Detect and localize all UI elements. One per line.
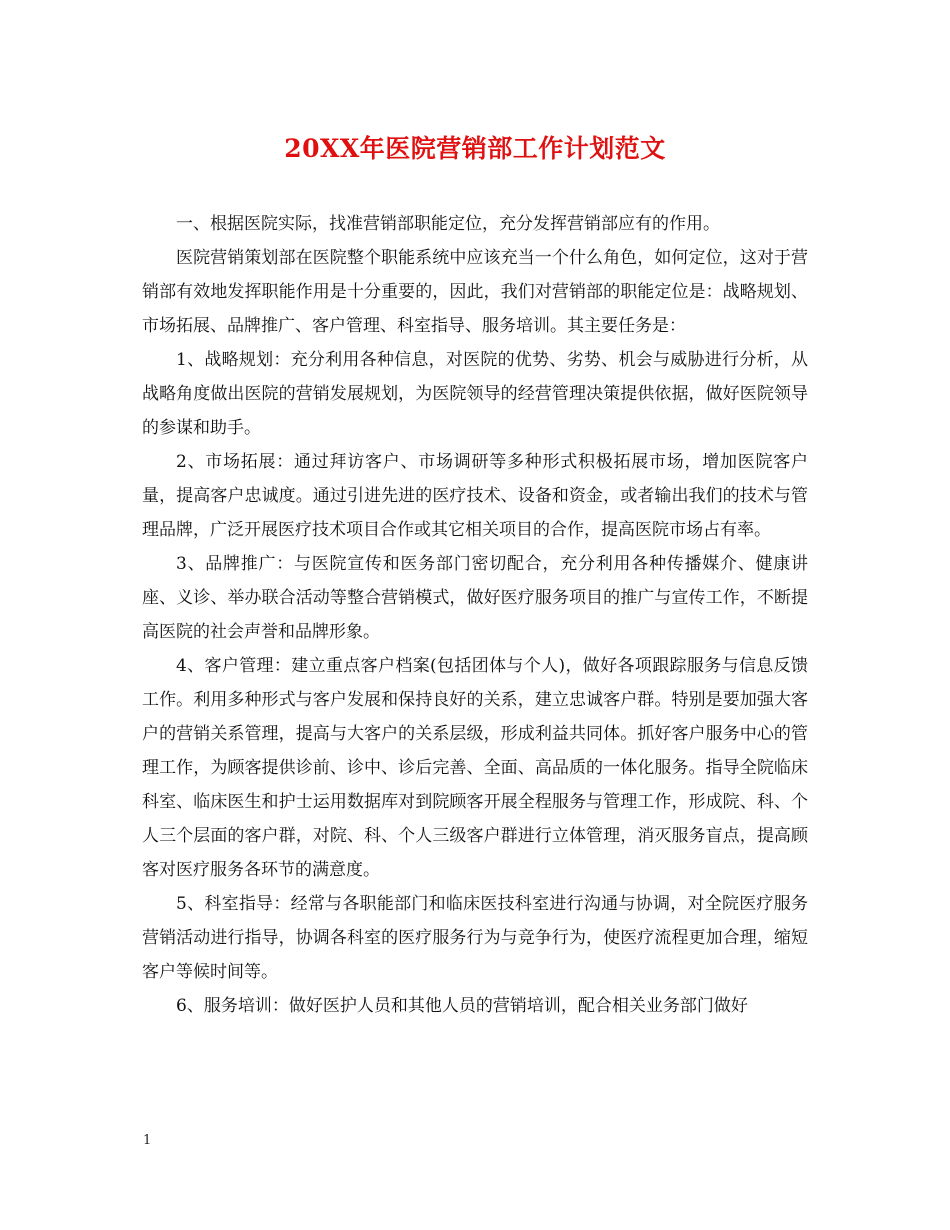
paragraph-4: 2、市场拓展：通过拜访客户、市场调研等多种形式积极拓展市场，增加医院客户量，提高客户忠诚度。通过引进先进的医疗技术、设备和资金，或者输出我们的技术与管理品牌，广泛开展医疗技术项目合作或其它相关项目的合作，提高医院市场占有率。	[142, 452, 808, 540]
paragraph-6: 4、客户管理：建立重点客户档案(包括团体与个人)，做好各项跟踪服务与信息反馈工作。利用多种形式与客户发展和保持良好的关系，建立忠诚客户群。特别是要加强大客户的营销关系管理，提高与大客户的关系层级，形成利益共同体。抓好客户服务中心的管理工作，为顾客提供诊前、诊中、诊后完善、全面、高品质的一体化服务。指导全院临床科室、临床医生和护士运用数据库对到院顾客开展全程服务与管理工作，形成院、科、个人三个层面的客户群，对院、科、个人三级客户群进行立体管理，消灭服务盲点，提高顾客对医疗服务各环节的满意度。	[142, 656, 808, 880]
document-body	[142, 207, 808, 1023]
paragraph-3: 1、战略规划：充分利用各种信息，对医院的优势、劣势、机会与威胁进行分析，从战略角度做出医院的营销发展规划，为医院领导的经营管理决策提供依据，做好医院领导的参谋和助手。	[142, 350, 808, 438]
page-number: 1	[143, 1133, 152, 1148]
paragraph-7: 5、科室指导：经常与各职能部门和临床医技科室进行沟通与协调，对全院医疗服务营销活动进行指导，协调各科室的医疗服务行为与竞争行为，使医疗流程更加合理，缩短客户等候时间等。	[142, 894, 808, 982]
paragraph-2: 医院营销策划部在医院整个职能系统中应该充当一个什么角色，如何定位，这对于营销部有效地发挥职能作用是十分重要的，因此，我们对营销部的职能定位是：战略规划、市场拓展、品牌推广、客户管理、科室指导、服务培训。其主要任务是：	[142, 248, 808, 336]
paragraph-1: 一、根据医院实际，找准营销部职能定位，充分发挥营销部应有的作用。	[176, 214, 720, 234]
paragraph-8: 6、服务培训：做好医护人员和其他人员的营销培训，配合相关业务部门做好	[176, 996, 748, 1016]
paragraph-5: 3、品牌推广：与医院宣传和医务部门密切配合，充分利用各种传播媒介、健康讲座、义诊、举办联合活动等整合营销模式，做好医疗服务项目的推广与宣传工作，不断提高医院的社会声誉和品牌形象。	[142, 554, 808, 642]
document-title: 20XX年医院营销部工作计划范文	[284, 134, 666, 163]
